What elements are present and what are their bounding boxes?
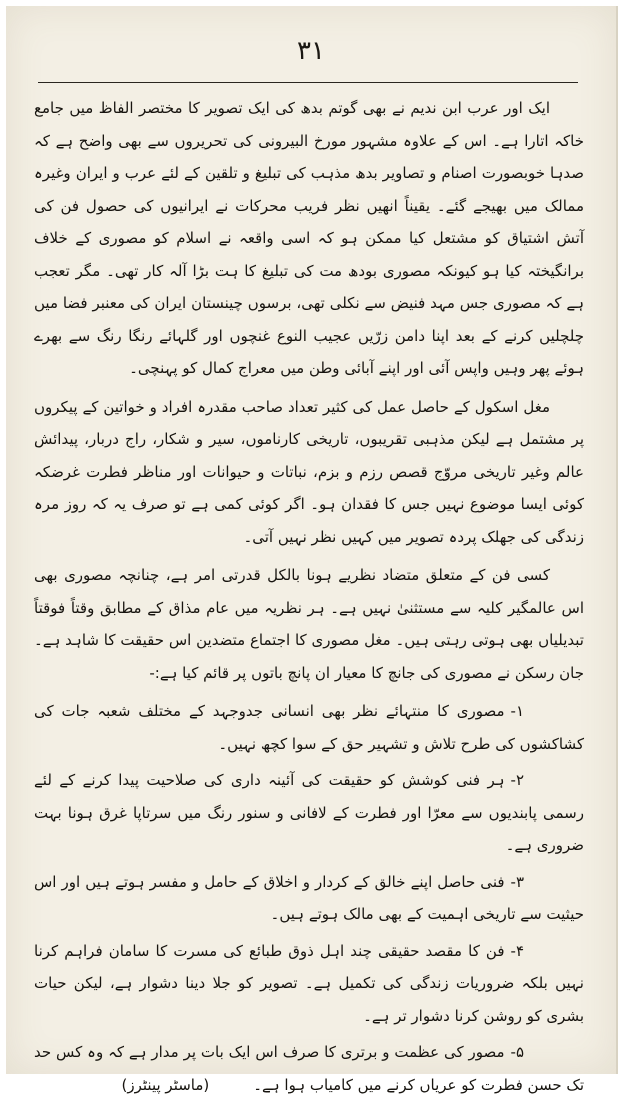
criterion-text: فنی حاصل اپنے خالق کے کردار و اخلاق کے حامل و مفسر ہوتے ہیں اور اس حیثیت سے تاریخی اہمیت کے بھی مالک ہوتے ہیں۔ (34, 872, 584, 923)
criterion-text: مصوری کا منتہائے نظر بھی انسانی جدوجہد کے مختلف شعبہ جات کی کشاکشوں کی طرح تلاش و تشہیر حق کے سوا کچھ نہیں۔ (34, 702, 584, 753)
page-body (34, 92, 584, 1105)
page-number: ۳۱ (297, 36, 325, 66)
criterion-number: ۳- (510, 872, 524, 891)
paragraph-1: ایک اور عرب ابن ندیم نے بھی گوتم بدھ کی ایک تصویر کا مختصر الفاظ میں جامع خاکہ اتارا ہے۔ اس کے علاوہ مشہور مورخ البیرونی کی تحریروں سے بھی واضح ہے کہ صدہا خوبصورت اصنام و تصاویر بدھ مذہب کی تبلیغ و تلقین کے لئے عرب و ایران وغیرہ ممالک میں بھیجے گئے۔ یقیناً انھیں نظر فریب محرکات نے ایرانیوں کی حصول فن کی آتش اشتیاق کو مشتعل کیا ممکن ہو کہ اسی واقعہ نے اسلام کو مصوری کے خلاف برانگیختہ کیا ہو کیونکہ مصوری بودھ مت کی تبلیغ کا ہت بڑا آلہ کار تھی۔ مگر تعجب ہے کہ مصوری جس مہد فنیض سے نکلی تھی، برسوں چینستان ایران کی معنبر فضا میں چلچلیں کرنے کے بعد اپنا دامن زرّیں عجیب النوع غنچوں اور گلہائے رنگا رنگ سے بھرے ہوئے پھر وہیں واپس آئی اور اپنے آبائی وطن میں معراج کمال کو پہنچی۔ (34, 99, 584, 377)
criterion-text: فن کا مقصد حقیقی چند اہل ذوق طبائع کی مسرت کا سامان فراہم کرنا نہیں بلکہ ضروریات زندگی کی تکمیل ہے۔ تصویر کو جلا دینا دشوار ہے، لیکن حیات بشری کو روشن کرنا دشوار تر ہے۔ (34, 941, 584, 1025)
paragraph-3: کسی فن کے متعلق متضاد نظریے ہونا بالکل قدرتی امر ہے، چنانچہ مصوری بھی اس عالمگیر کلیہ سے مستثنیٰ نہیں ہے۔ ہر نظریہ میں عام مذاق کے مطابق وقتاً فوقتاً تبدیلیاں بھی ہوتی رہتی ہیں۔ مغل مصوری کا اجتماع متضدین اس حقیقت کا شاہد ہے۔ جان رسکن نے مصوری کی جانچ کا معیار ان پانچ باتوں پر قائم کیا ہے:- (34, 566, 584, 682)
criterion-item (34, 695, 584, 760)
attribution: (ماسٹر پینٹرز) (121, 1075, 210, 1094)
criterion-number: ۱- (510, 702, 524, 720)
criterion-number: ۲- (510, 771, 524, 789)
paragraph-2: مغل اسکول کے حاصل عمل کی کثیر تعداد صاحب مقدرہ افراد و خواتین کے پیکروں پر مشتمل ہے لیکن مذہبی تقریبوں، تاریخی کارناموں، سیر و شکار، راج دربار، پیدائش عالم وغیر تاریخی مروّج قصص رزم و بزم، نباتات و حیوانات اور مناظر فطرت غرضکہ کوئی ایسا موضوع نہیں جس کا فقدان ہو۔ اگر کوئی کمی ہے تو صرف یہ کہ روز مرہ زندگی کی جھلک پردہ تصویر میں کہیں نظر نہیں آتی۔ (34, 397, 584, 546)
criterion-item (34, 866, 584, 931)
criterion-text: ہر فنی کوشش کو حقیقت کی آئینہ داری کی صلاحیت پیدا کرنے کے لئے رسمی پابندیوں سے معرّا اور فطرت کے لافانی و سنور رنگ میں سرتاپا غرق ہونا بہت ضروری ہے۔ (34, 771, 584, 854)
criterion-item (34, 935, 584, 1033)
ruskin-criteria-list (34, 695, 584, 1101)
criterion-number: ۵- (510, 1043, 524, 1061)
book-page (6, 6, 618, 1094)
criterion-text: مصور کی عظمت و برتری کا صرف اس ایک بات پر مدار ہے کہ وہ کس حد تک حسن فطرت کو عریاں کرنے میں کامیاب ہوا ہے۔ (34, 1043, 584, 1094)
criterion-number: ۴- (510, 941, 524, 960)
criterion-item (34, 1036, 584, 1101)
criterion-item (34, 764, 584, 862)
header-rule (38, 82, 578, 83)
